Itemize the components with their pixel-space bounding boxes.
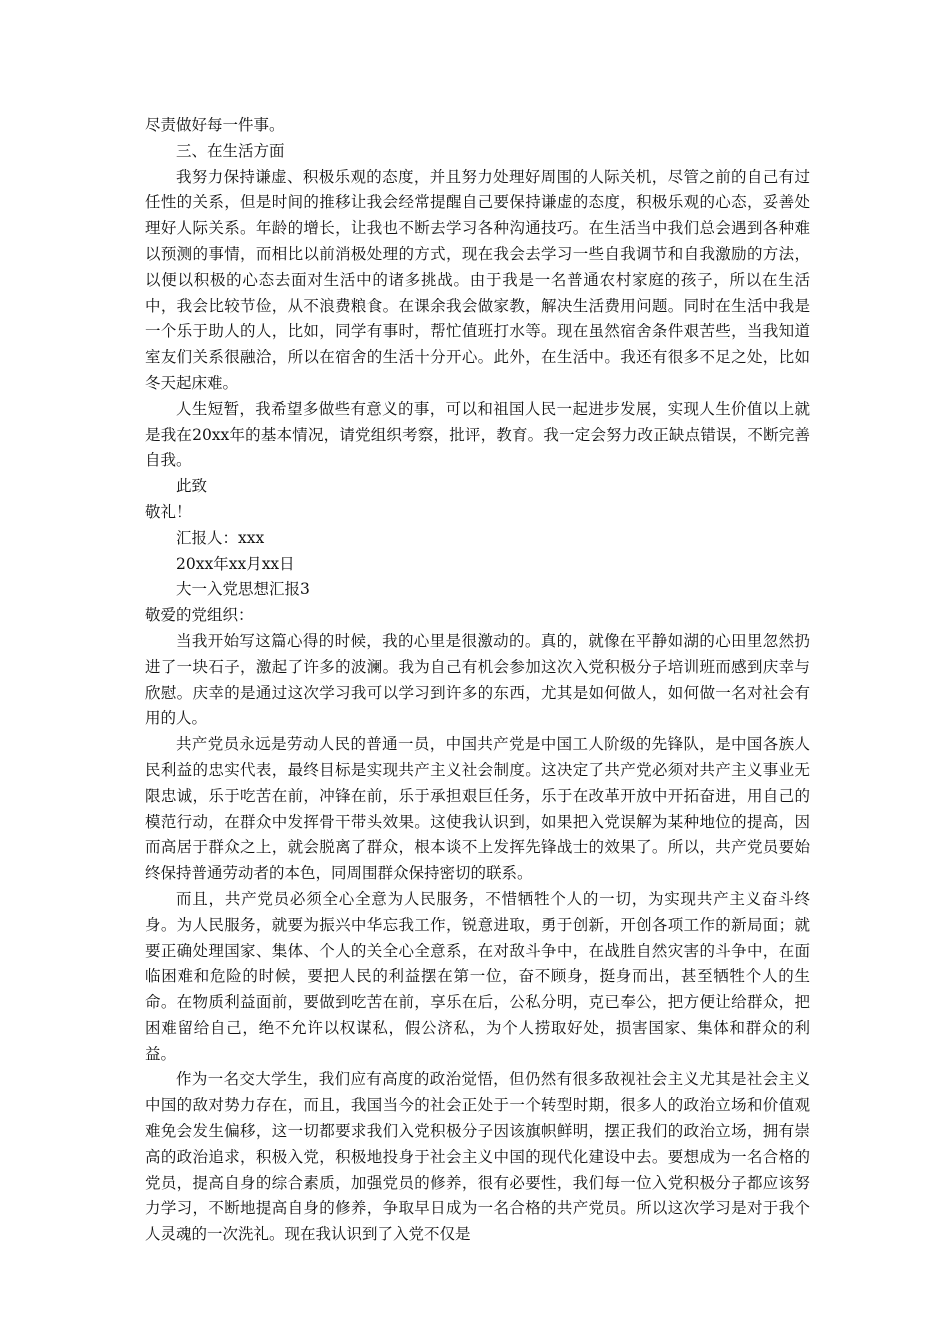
- document-body: [145, 113, 810, 1248]
- paragraph: 而且，共产党员必须全心全意为人民服务，不惜牺牲个人的一切，为实现共产主义奋斗终身。为人民服务，就要为振兴中华忘我工作，锐意进取，勇于创新，开创各项工作的新局面；就要正确处理国家、集体、个人的关全心全意系，在对敌斗争中，在战胜自然灾害的斗争中，在面临困难和危险的时候，要把人民的利益摆在第一位，奋不顾身，挺身而出，甚至牺牲个人的生命。在物质利益面前，要做到吃苦在前，享乐在后，公私分明，克已奉公，把方便让给群众，把困难留给自己，绝不允许以权谋私，假公济私，为个人捞取好处，损害国家、集体和群众的利益。: [145, 889, 810, 1063]
- date-line: 20xx年xx月xx日: [176, 554, 295, 573]
- reporter-line: 汇报人：xxx: [176, 528, 265, 547]
- paragraph: 我努力保持谦虚、积极乐观的态度，并且努力处理好周围的人际关机，尽管之前的自己有过任性的关系，但是时间的推移让我会经常提醒自己要保持谦虚的态度，积极乐观的心态，妥善处理好人际关系。年龄的增长，让我也不断去学习各种沟通技巧。在生活当中我们总会遇到各种难以预测的事情，而相比以前消极处理的方式，现在我会去学习一些自我调节和自我激励的方法，以便以积极的心态去面对生活中的诸多挑战。由于我是一名普通农村家庭的孩子，所以在生活中，我会比较节俭，从不浪费粮食。在课余我会做家教，解决生活费用问题。同时在生活中我是一个乐于助人的人，比如，同学有事时，帮忙值班打水等。现在虽然宿舍条件艰苦些，当我知道室友们关系很融洽，所以在宿舍的生活十分开心。此外，在生活中。我还有很多不足之处，比如冬天起床难。: [145, 167, 810, 392]
- report-title: 大一入党思想汇报3: [176, 580, 310, 599]
- paragraph: 当我开始写这篇心得的时候，我的心里是很激动的。真的，就像在平静如湖的心田里忽然扔进了一块石子，激起了许多的波澜。我为自己有机会参加这次入党积极分子培训班而感到庆幸与欣慰。庆幸的是通过这次学习我可以学习到许多的东西，尤其是如何做人，如何做一名对社会有用的人。: [145, 631, 810, 728]
- closing-respect: 敬礼！: [145, 502, 192, 521]
- paragraph: 尽责做好每一件事。: [145, 116, 285, 134]
- paragraph: 人生短暂，我希望多做些有意义的事，可以和祖国人民一起进步发展，实现人生价值以上就是我在20xx年的基本情况，请党组织考察，批评，教育。我一定会努力改正缺点错误，不断完善自我。: [145, 399, 810, 470]
- paragraph: 共产党员永远是劳动人民的普通一员，中国共产党是中国工人阶级的先锋队，是中国各族人民利益的忠实代表，最终目标是实现共产主义社会制度。这决定了共产党必须对共产主义事业无限忠诚，乐于吃苦在前，冲锋在前，乐于承担艰巨任务，乐于在改革开放中开拓奋进，用自己的模范行动，在群众中发挥骨干带头效果。这使我认识到，如果把入党误解为某种地位的提高，因而高居于群众之上，就会脱离了群众，根本谈不上发挥先锋战士的效果了。所以，共产党员要始终保持普通劳动者的本色，同周围群众保持密切的联系。: [145, 735, 810, 883]
- section-heading-life: 三、在生活方面: [176, 141, 285, 160]
- paragraph: 作为一名交大学生，我们应有高度的政治觉悟，但仍然有很多敌视社会主义尤其是社会主义中国的敌对势力存在，而且，我国当今的社会正处于一个转型时期，很多人的政治立场和价值观难免会发生偏移，这一切都要求我们入党积极分子因该旗帜鲜明，摆正我们的政治立场，拥有崇高的政治追求，积极入党，积极地投身于社会主义中国的现代化建设中去。要想成为一名合格的党员，提高自身的综合素质，加强党员的修养，很有必要性，我们每一位入党积极分子都应该努力学习，不断地提高自身的修养，争取早日成为一名合格的共产党员。所以这次学习是对于我个人灵魂的一次洗礼。现在我认识到了入党不仅是: [145, 1070, 810, 1244]
- closing-salutation: 此致: [176, 477, 208, 496]
- greeting: 敬爱的党组织：: [145, 606, 254, 625]
